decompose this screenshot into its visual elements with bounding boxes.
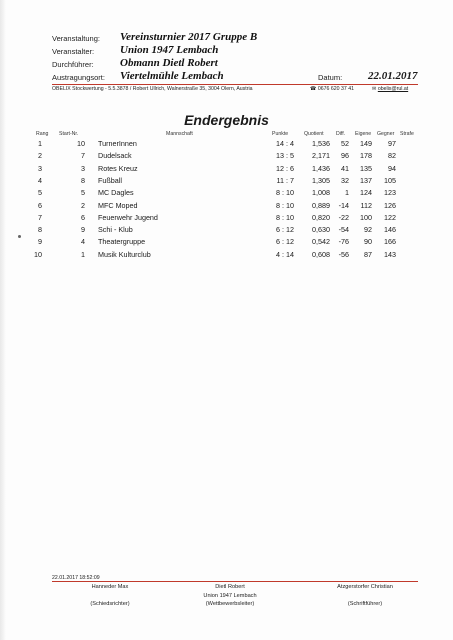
cell-quotient: 0,820	[312, 212, 330, 222]
scan-edge	[0, 0, 6, 640]
table-row	[0, 139, 453, 151]
cell-punkte: 11 : 7	[276, 175, 294, 185]
scan-mark	[18, 235, 21, 238]
cell-quotient: 0,542	[312, 237, 330, 247]
col-header-eigene: Eigene	[355, 131, 372, 137]
director-name: Dietl Robert	[215, 584, 245, 590]
cell-quotient: 0,889	[312, 200, 330, 210]
cell-startnr: 10	[77, 139, 85, 148]
durchfuehrer-value: Obmann Dietl Robert	[120, 57, 218, 69]
cell-startnr: 9	[81, 225, 85, 235]
cell-quotient: 1,305	[312, 175, 330, 185]
austragungsort-label: Austragungsort:	[52, 73, 105, 82]
obelix-info: OBELIX Stockwertung - 5.5.3878 / Robert Ullrich, Walnerstraße 35, 3004 Olern, Austria	[52, 86, 253, 92]
cell-diff: -14	[338, 200, 349, 210]
cell-gegner: 143	[384, 249, 396, 259]
cell-startnr: 2	[81, 200, 85, 210]
cell-diff: -56	[338, 249, 349, 259]
cell-startnr: 6	[81, 212, 85, 222]
cell-startnr: 8	[81, 175, 85, 185]
cell-mannschaft: Feuerwehr Jugend	[98, 212, 158, 222]
cell-startnr: 4	[81, 237, 85, 247]
header-divider	[52, 84, 418, 85]
table-row	[0, 201, 453, 213]
cell-quotient: 0,608	[312, 249, 330, 259]
cell-diff: -54	[338, 225, 349, 235]
secretary-role: (Schriftführer)	[347, 601, 383, 607]
cell-rang: 3	[38, 163, 42, 173]
col-header-strafe: Strafe	[400, 131, 414, 137]
cell-eigene: 135	[360, 163, 372, 173]
cell-mannschaft: Rotes Kreuz	[98, 163, 138, 173]
col-header-gegner: Gegner	[377, 131, 395, 137]
cell-punkte: 14 : 4	[276, 139, 294, 148]
mail-icon: ✉	[372, 86, 377, 92]
cell-rang: 6	[38, 200, 42, 210]
col-header-mannschaft: Mannschaft	[166, 131, 193, 137]
cell-rang: 2	[38, 151, 42, 161]
director-role: (Wettbewerbsleiter)	[205, 601, 255, 607]
cell-gegner: 166	[384, 237, 396, 247]
veranstaltung-value: Vereinsturnier 2017 Gruppe B	[120, 31, 258, 43]
cell-rang: 4	[38, 175, 42, 185]
cell-mannschaft: TurnerInnen	[98, 139, 137, 148]
mail-info	[372, 86, 408, 92]
cell-rang: 9	[38, 237, 42, 247]
cell-rang: 10	[34, 249, 42, 259]
cell-punkte: 8 : 10	[276, 200, 294, 210]
cell-mannschaft: MC Dagles	[98, 188, 134, 198]
cell-diff: 96	[341, 151, 349, 161]
cell-gegner: 122	[384, 212, 396, 222]
table-row	[0, 225, 453, 237]
cell-diff: 1	[345, 188, 349, 198]
cell-eigene: 137	[360, 175, 372, 185]
cell-eigene: 100	[360, 212, 372, 222]
cell-gegner: 82	[388, 151, 396, 161]
secretary-name: Atzgerstorfer Christian	[337, 584, 393, 590]
cell-mannschaft: Fußball	[98, 175, 122, 185]
col-header-startnr: Start-Nr.	[59, 131, 79, 137]
cell-startnr: 5	[81, 188, 85, 198]
col-header-diff: Diff.	[336, 131, 346, 137]
datum-value: 22.01.2017	[368, 70, 418, 82]
table-row	[0, 250, 453, 262]
cell-diff: 41	[341, 163, 349, 173]
cell-quotient: 1,536	[312, 139, 330, 148]
veranstalter-value: Union 1947 Lembach	[120, 44, 219, 56]
veranstalter-label: Veranstalter:	[52, 47, 95, 56]
cell-punkte: 4 : 14	[276, 249, 294, 259]
cell-punkte: 12 : 6	[276, 163, 294, 173]
cell-punkte: 8 : 10	[276, 188, 294, 198]
table-row	[0, 237, 453, 249]
cell-diff: -22	[338, 212, 349, 222]
cell-rang: 8	[38, 225, 42, 235]
cell-startnr: 3	[81, 163, 85, 173]
cell-rang: 7	[38, 212, 42, 222]
table-row	[0, 213, 453, 225]
page-title: Endergebnis	[184, 112, 269, 128]
col-header-punkte: Punkte	[272, 131, 289, 137]
table-row	[0, 151, 453, 163]
cell-eigene: 149	[360, 139, 372, 148]
referee-role: (Schiedsrichter)	[90, 601, 130, 607]
cell-gegner: 126	[384, 200, 396, 210]
cell-mannschaft: Schi - Klub	[98, 225, 133, 235]
cell-diff: -76	[338, 237, 349, 247]
cell-diff: 52	[341, 139, 349, 148]
referee-name: Hanneder Max	[91, 584, 129, 590]
cell-eigene: 92	[364, 225, 372, 235]
cell-punkte: 8 : 10	[276, 212, 294, 222]
director-club: Union 1947 Lembach	[203, 593, 257, 599]
cell-diff: 32	[341, 175, 349, 185]
cell-eigene: 124	[360, 188, 372, 198]
cell-gegner: 123	[384, 188, 396, 198]
cell-startnr: 1	[81, 249, 85, 259]
cell-mannschaft: Dudelsack	[98, 151, 132, 161]
cell-mannschaft: MFC Moped	[98, 200, 138, 210]
cell-rang: 5	[38, 188, 42, 198]
cell-eigene: 87	[364, 249, 372, 259]
print-timestamp: 22.01.2017 18:52:09	[52, 575, 100, 581]
table-row	[0, 176, 453, 188]
cell-gegner: 94	[388, 163, 396, 173]
footer-divider	[52, 581, 418, 582]
cell-quotient: 0,630	[312, 225, 330, 235]
cell-gegner: 105	[384, 175, 396, 185]
cell-quotient: 1,008	[312, 188, 330, 198]
cell-mannschaft: Musik Kulturclub	[98, 249, 151, 259]
veranstaltung-label: Veranstaltung:	[52, 34, 100, 43]
table-row	[0, 164, 453, 176]
cell-quotient: 1,436	[312, 163, 330, 173]
cell-punkte: 13 : 5	[276, 151, 294, 161]
cell-punkte: 6 : 12	[276, 237, 294, 247]
col-header-rang: Rang	[36, 131, 49, 137]
phone-number: ☎ 0676 620 37 41	[310, 86, 354, 92]
durchfuehrer-label: Durchführer:	[52, 60, 94, 69]
table-row	[0, 188, 453, 200]
mail-address: obelix@rul.at	[377, 86, 409, 92]
cell-eigene: 112	[360, 200, 372, 210]
cell-punkte: 6 : 12	[276, 225, 294, 235]
cell-gegner: 146	[384, 225, 396, 235]
cell-startnr: 7	[81, 151, 85, 161]
cell-rang: 1	[38, 139, 42, 148]
austragungsort-value: Viertelmühle Lembach	[120, 70, 224, 82]
cell-eigene: 178	[360, 151, 372, 161]
cell-mannschaft: Theatergruppe	[98, 237, 146, 247]
datum-label: Datum:	[318, 73, 343, 82]
col-header-quotient: Quotient	[304, 131, 324, 137]
cell-eigene: 90	[364, 237, 372, 247]
cell-gegner: 97	[388, 139, 396, 148]
cell-quotient: 2,171	[312, 151, 330, 161]
